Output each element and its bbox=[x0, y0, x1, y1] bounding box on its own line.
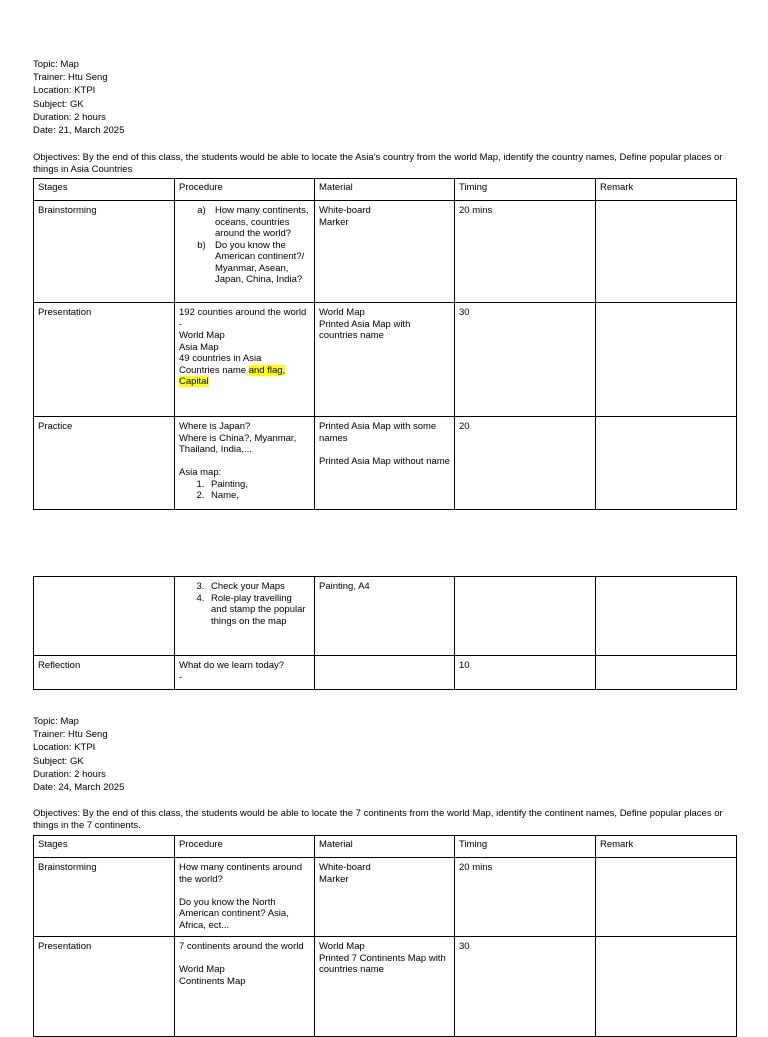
date-line: Date: 24, March 2025 bbox=[33, 782, 125, 794]
remark-cell bbox=[596, 858, 737, 937]
material-cell: World Map Printed Asia Map with countries name bbox=[315, 303, 455, 417]
timing-cell: 10 bbox=[455, 656, 596, 690]
table-row-reflection bbox=[34, 656, 737, 690]
stage-cell: Practice bbox=[34, 417, 175, 510]
header-timing: Timing bbox=[455, 836, 596, 858]
procedure-text: Where is Japan? Where is China?, Myanmar, Thailand, India,... Asia map: bbox=[179, 421, 297, 478]
timing-cell: 20 bbox=[455, 417, 596, 510]
timing-cell: 30 bbox=[455, 303, 596, 417]
procedure-cell: What do we learn today? - bbox=[175, 656, 315, 690]
procedure-cell: How many continents around the world? Do you know the North American continent? Asia, Africa, ect... bbox=[175, 858, 315, 937]
material-cell: White-board Marker bbox=[315, 201, 455, 303]
lesson-table-2 bbox=[33, 835, 737, 1037]
procedure-cell bbox=[175, 577, 315, 656]
remark-cell bbox=[596, 577, 737, 656]
procedure-cell bbox=[175, 201, 315, 303]
list-item: a. How many continents, oceans, countries around the world? bbox=[211, 205, 310, 240]
procedure-text: Countries name bbox=[179, 364, 249, 376]
duration-line: Duration: 2 hours bbox=[33, 768, 106, 780]
material-cell bbox=[315, 656, 455, 690]
list-item: 4. Role-play travelling and stamp the popular things on the map bbox=[207, 593, 310, 628]
material-cell: World Map Printed 7 Continents Map with countries name bbox=[315, 937, 455, 1037]
subject-line: Subject: GK bbox=[33, 98, 84, 110]
timing-cell bbox=[455, 577, 596, 656]
duration-line: Duration: 2 hours bbox=[33, 111, 106, 123]
stage-cell: Reflection bbox=[34, 656, 175, 690]
procedure-highlight-line bbox=[179, 365, 310, 377]
header-remark: Remark bbox=[596, 179, 737, 201]
header-material: Material bbox=[315, 836, 455, 858]
topic-line: Topic: Map bbox=[33, 59, 79, 70]
date-line: Date: 21, March 2025 bbox=[33, 125, 125, 137]
material-cell: Printed Asia Map with some names Printed Asia Map without name bbox=[315, 417, 455, 510]
table-row-practice bbox=[34, 417, 737, 510]
trainer-line: Trainer: Htu Seng bbox=[33, 729, 108, 741]
material-cell: Painting, A4 bbox=[315, 577, 455, 656]
table-row-presentation bbox=[34, 937, 737, 1037]
table-row-brainstorming bbox=[34, 858, 737, 937]
lesson-table-1 bbox=[33, 178, 737, 510]
list-item: 1. Painting, bbox=[207, 479, 310, 491]
header-stages: Stages bbox=[34, 836, 175, 858]
procedure-cell bbox=[175, 417, 315, 510]
header-procedure: Procedure bbox=[175, 836, 315, 858]
remark-cell bbox=[596, 937, 737, 1037]
table-header-row bbox=[34, 836, 737, 858]
highlighted-text: and flag, bbox=[248, 364, 286, 376]
timing-cell: 30 bbox=[455, 937, 596, 1037]
header-procedure: Procedure bbox=[175, 179, 315, 201]
header-stages: Stages bbox=[34, 179, 175, 201]
procedure-cell: 7 continents around the world World Map Continents Map bbox=[175, 937, 315, 1037]
lesson-info-1 bbox=[33, 58, 124, 137]
procedure-text: 192 counties around the world - World Map Asia Map 49 countries in Asia bbox=[179, 307, 307, 364]
procedure-list bbox=[179, 581, 310, 627]
header-material: Material bbox=[315, 179, 455, 201]
header-remark: Remark bbox=[596, 836, 737, 858]
stage-cell: Presentation bbox=[34, 303, 175, 417]
table-header-row bbox=[34, 179, 737, 201]
remark-cell bbox=[596, 417, 737, 510]
topic-line: Topic: Map bbox=[33, 716, 79, 727]
remark-cell bbox=[596, 303, 737, 417]
header-timing: Timing bbox=[455, 179, 596, 201]
lesson-table-1-continued bbox=[33, 576, 737, 690]
procedure-list bbox=[179, 479, 310, 502]
subject-line: Subject: GK bbox=[33, 755, 84, 767]
procedure-list bbox=[179, 205, 310, 286]
timing-cell: 20 mins bbox=[455, 201, 596, 303]
table-row-practice-continued bbox=[34, 577, 737, 656]
stage-cell: Brainstorming bbox=[34, 201, 175, 303]
stage-cell: Presentation bbox=[34, 937, 175, 1037]
remark-cell bbox=[596, 656, 737, 690]
table-row-brainstorming bbox=[34, 201, 737, 303]
material-cell: White-board Marker bbox=[315, 858, 455, 937]
list-item: 3. Check your Maps bbox=[207, 581, 310, 593]
objectives-1: Objectives: By the end of this class, the students would be able to locate the Asia’s country from the world Map, identify the country names, Define popular places or things in Asia Countries bbox=[33, 152, 723, 175]
table-row-presentation bbox=[34, 303, 737, 417]
stage-cell: Brainstorming bbox=[34, 858, 175, 937]
list-item: b. Do you know the American continent?/ Myanmar, Asean, Japan, China, India? bbox=[211, 240, 310, 286]
remark-cell bbox=[596, 201, 737, 303]
trainer-line: Trainer: Htu Seng bbox=[33, 72, 108, 84]
timing-cell: 20 mins bbox=[455, 858, 596, 937]
highlighted-text: Capital bbox=[179, 376, 209, 387]
procedure-highlight-line bbox=[179, 376, 310, 388]
location-line: Location: KTPI bbox=[33, 742, 96, 754]
lesson-info-2 bbox=[33, 715, 124, 794]
location-line: Location: KTPI bbox=[33, 85, 96, 97]
stage-cell bbox=[34, 577, 175, 656]
procedure-cell bbox=[175, 303, 315, 417]
objectives-2: Objectives: By the end of this class, the students would be able to locate the 7 continents from the world Map, identify the continent names, Define popular places or things in the 7 continents. bbox=[33, 808, 723, 831]
list-item: 2. Name, bbox=[207, 490, 310, 502]
